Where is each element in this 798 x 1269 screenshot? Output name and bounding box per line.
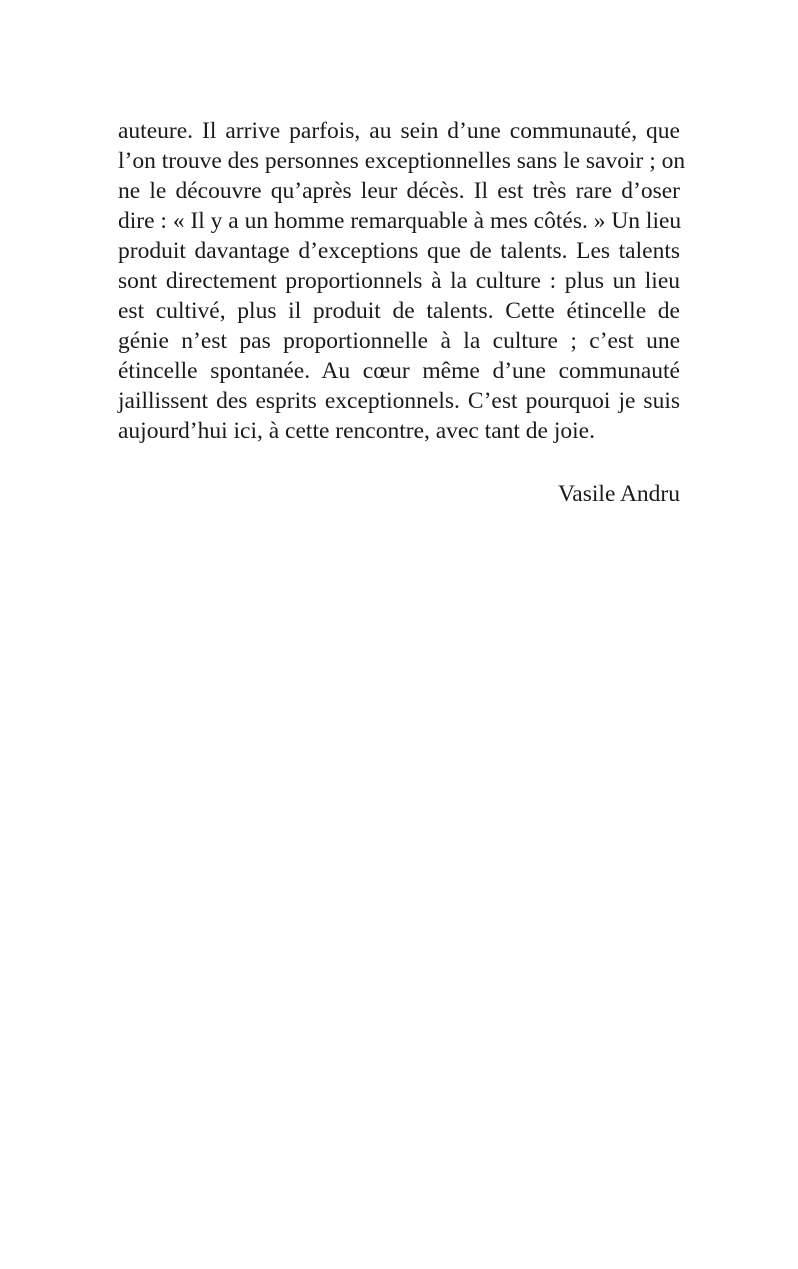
author-signature: Vasile Andru	[557, 481, 680, 507]
paragraph-line: auteure. Il arrive parfois, au sein d’une communauté, que	[118, 118, 680, 144]
paragraph-line: dire : « Il y a un homme remarquable à mes côtés. » Un lieu	[118, 208, 682, 234]
paragraph-line: l’on trouve des personnes exceptionnelles sans le savoir ; on	[118, 148, 686, 174]
paragraph-line: est cultivé, plus il produit de talents. Cette étincelle de	[118, 298, 680, 324]
paragraph-line: aujourd’hui ici, à cette rencontre, avec tant de joie.	[118, 418, 595, 444]
paragraph-line: étincelle spontanée. Au cœur même d’une communauté	[118, 358, 680, 384]
paragraph-line: produit davantage d’exceptions que de talents. Les talents	[118, 238, 680, 264]
paragraph-line: génie n’est pas proportionnelle à la culture ; c’est une	[118, 328, 680, 354]
body-paragraph	[118, 116, 686, 446]
paragraph-line: jaillissent des esprits exceptionnels. C’est pourquoi je suis	[118, 388, 680, 414]
paragraph-line: sont directement proportionnels à la culture : plus un lieu	[118, 268, 680, 294]
paragraph-line: ne le découvre qu’après leur décès. Il est très rare d’oser	[118, 178, 680, 204]
